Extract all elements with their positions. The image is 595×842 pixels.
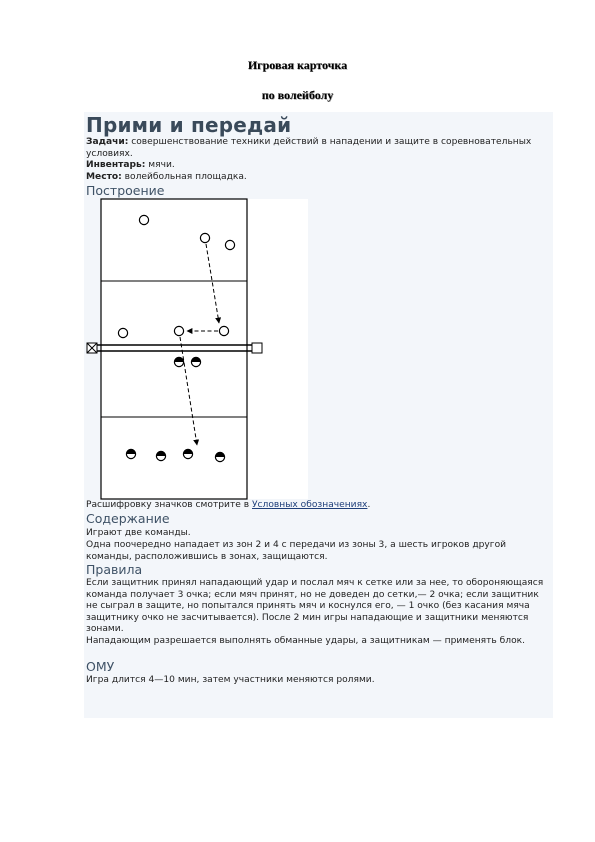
attacker-player-icon (118, 328, 127, 337)
net-post-left-icon (87, 343, 97, 353)
legend-note (86, 500, 548, 512)
content-paragraph: Одна поочередно нападает из зон 2 и 4 с передачи из зоны 3, а шесть игроков другой команды, расположившись в зонах, защищаются. (86, 540, 507, 562)
place-text: волейбольная площадка. (121, 172, 247, 182)
net-post-right-icon (252, 343, 262, 353)
place-label: Место: (86, 172, 122, 182)
inventory-text: мячи. (145, 160, 175, 170)
attacker-player-icon (219, 326, 228, 335)
rules-paragraph: Если защитник принял нападающий удар и послал мяч к сетке или за нее, то обороняющаяся команда получает 3 очка; если мяч принят, но не доведен до сетки,— 2 очка; если защитник не сыграл в защите, но попытался принять мяч и коснулся его, — 1 очко (без касания мяча защитнику очко не засчитывается). После 2 мин игры нападающие и защитники меняются зонами. (86, 578, 544, 635)
attacker-player-icon (174, 326, 183, 335)
card-title: Прими и передай (86, 113, 292, 137)
legend-note-end: . (367, 500, 371, 510)
content-heading: Содержание (86, 511, 170, 526)
attacker-player-icon (139, 215, 148, 224)
tasks-label: Задачи: (86, 137, 129, 147)
defender-player-icon (174, 357, 183, 366)
defender-player-icon (156, 451, 165, 460)
header-title: Игровая карточка (247, 58, 348, 72)
defender-player-icon (126, 449, 135, 458)
defender-player-icon (215, 452, 224, 461)
legend-link[interactable]: Условных обозначениях (252, 500, 368, 510)
omu-heading: ОМУ (86, 659, 115, 674)
content-paragraph: Играют две команды. (86, 528, 191, 538)
attacker-player-icon (200, 233, 209, 242)
defender-player-icon (191, 357, 200, 366)
defender-player-icon (183, 449, 192, 458)
setup-heading: Построение (86, 183, 165, 198)
header-subtitle: по волейболу (261, 88, 334, 102)
tasks-text: совершенствование техники действий в нападении и защите в соревновательных условиях. (86, 137, 532, 159)
rules-heading: Правила (86, 562, 143, 577)
attacker-player-icon (225, 240, 234, 249)
legend-note-text: Расшифровку значков смотрите в (86, 500, 252, 510)
omu-paragraph: Игра длится 4—10 мин, затем участники меняются ролями. (86, 675, 375, 685)
inventory-label: Инвентарь: (86, 160, 146, 170)
rules-paragraph: Нападающим разрешается выполнять обманные удары, а защитникам — применять блок. (86, 636, 526, 646)
